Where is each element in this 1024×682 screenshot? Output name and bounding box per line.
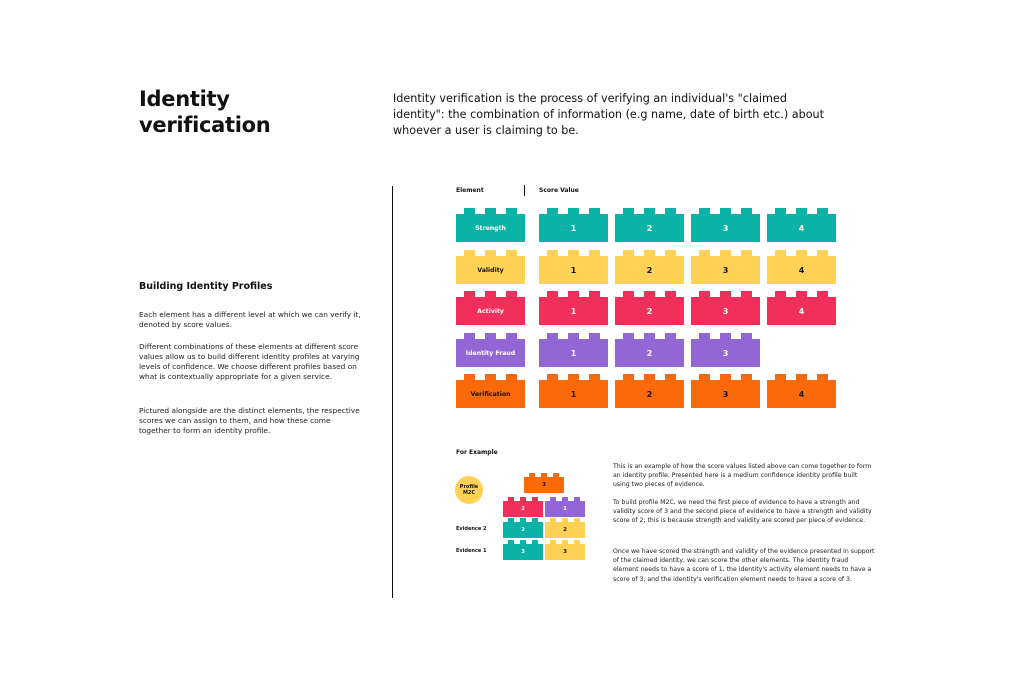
element-brick [456, 333, 525, 367]
sidebar-paragraph: Different combinations of these elements at different score values allow us to build different identity profiles at varying levels of confidence. We choose different profiles based on what is contextually appropriate for a given service. [139, 342, 360, 381]
score-brick [615, 291, 684, 325]
verification-brick [524, 473, 564, 493]
score-brick-label: 1 [539, 214, 608, 242]
element-brick [456, 208, 525, 242]
column-separator [524, 185, 525, 196]
section-heading: Building Identity Profiles [139, 281, 273, 292]
activity-brick-label: 2 [503, 501, 543, 517]
score-brick-label: 2 [615, 380, 684, 408]
ev1-strength-brick [503, 540, 543, 560]
verification-brick-label: 3 [524, 477, 564, 493]
ev2-validity-brick [545, 518, 585, 538]
score-brick-label: 2 [615, 339, 684, 367]
ev2-strength-brick-label: 2 [503, 522, 543, 538]
score-brick-label: 4 [767, 214, 836, 242]
score-brick-label: 2 [615, 214, 684, 242]
score-brick-label: 1 [539, 380, 608, 408]
ev2-strength-brick [503, 518, 543, 538]
score-brick [539, 250, 608, 284]
ev2-validity-brick-label: 2 [545, 522, 585, 538]
score-brick [615, 250, 684, 284]
evidence-2-label: Evidence 2 [456, 526, 487, 532]
score-brick-label: 2 [615, 297, 684, 325]
element-brick [456, 291, 525, 325]
element-brick-label: Activity [456, 297, 525, 325]
sidebar-paragraph: Pictured alongside are the distinct elements, the respective scores we can assign to them, and how these come together to form an identity profile. [139, 406, 360, 435]
element-brick [456, 250, 525, 284]
intro-text: Identity verification is the process of verifying an individual's "claimed identity": the combination of information (e.g name, date of birth etc.) about whoever a user is claiming to be. [393, 92, 825, 137]
score-brick [615, 333, 684, 367]
ev1-strength-brick-label: 3 [503, 544, 543, 560]
score-brick-label: 3 [691, 380, 760, 408]
example-paragraph: This is an example of how the score values listed above can come together to form an identity profile. Presented here is a medium confidence identity profile built using two pieces of evidence. [613, 463, 872, 489]
score-brick-label: 1 [539, 256, 608, 284]
activity-brick [503, 497, 543, 517]
example-paragraph: Once we have scored the strength and validity of the evidence presented in support of the claimed identity, we can score the other elements. The identity fraud element needs to have a score of 1, the identity's activity element needs to have a score of 3, and the identity's verification element needs to have a score of 3. [613, 548, 875, 583]
score-brick-label: 3 [691, 297, 760, 325]
page-title: Identity verification [139, 87, 271, 137]
score-brick [691, 208, 760, 242]
score-brick-label: 4 [767, 380, 836, 408]
score-brick [691, 250, 760, 284]
score-brick [767, 291, 836, 325]
score-brick-label: 4 [767, 297, 836, 325]
score-brick [615, 374, 684, 408]
fraud-brick-label: 1 [545, 501, 585, 517]
score-brick [691, 291, 760, 325]
element-brick-label: Identity Fraud [456, 339, 525, 367]
score-brick-label: 3 [691, 256, 760, 284]
score-brick-label: 1 [539, 339, 608, 367]
ev1-validity-brick [545, 540, 585, 560]
score-brick [691, 333, 760, 367]
example-heading: For Example [456, 449, 498, 456]
score-brick [767, 374, 836, 408]
score-brick-label: 2 [615, 256, 684, 284]
divider-line [392, 186, 393, 598]
score-brick [539, 374, 608, 408]
score-brick [539, 208, 608, 242]
score-brick-label: 3 [691, 339, 760, 367]
element-brick-label: Verification [456, 380, 525, 408]
fraud-brick [545, 497, 585, 517]
score-brick [691, 374, 760, 408]
score-brick [539, 333, 608, 367]
score-brick [767, 250, 836, 284]
score-brick-label: 4 [767, 256, 836, 284]
score-brick [539, 291, 608, 325]
evidence-1-label: Evidence 1 [456, 548, 487, 554]
ev1-validity-brick-label: 3 [545, 544, 585, 560]
sidebar-paragraph: Each element has a different level at which we can verify it, denoted by score values. [139, 310, 361, 329]
element-brick-label: Validity [456, 256, 525, 284]
score-brick-label: 3 [691, 214, 760, 242]
element-brick [456, 374, 525, 408]
score-brick-label: 1 [539, 297, 608, 325]
example-paragraph: To build profile M2C, we need the first piece of evidence to have a strength and validity score of 3 and the second piece of evidence to have a strength and validity score of 2; this is because strength and validity are scored per piece of evidence. [613, 499, 872, 525]
score-column-header: Score Value [539, 187, 579, 194]
element-brick-label: Strength [456, 214, 525, 242]
score-brick [615, 208, 684, 242]
profile-badge [455, 476, 483, 504]
profile-badge-label: Profile M2C [459, 484, 479, 496]
score-brick [767, 208, 836, 242]
element-column-header: Element [456, 187, 484, 194]
